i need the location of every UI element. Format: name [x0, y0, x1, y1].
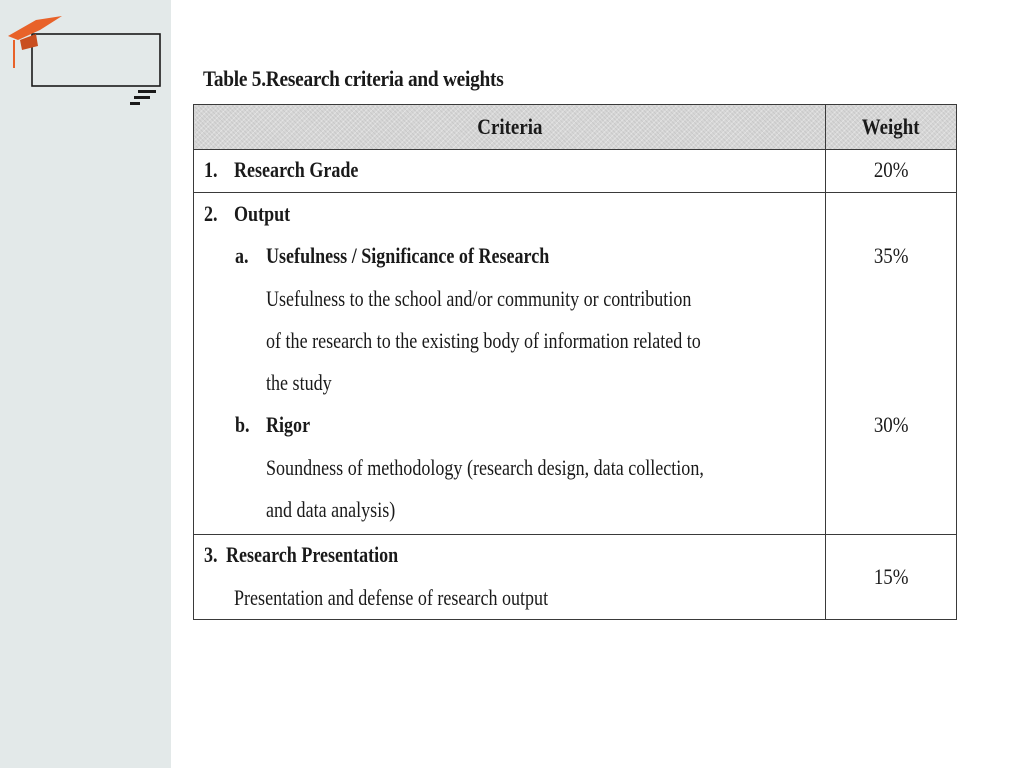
weight-value: 15%: [874, 564, 909, 589]
description-line: Presentation and defense of research output: [234, 585, 549, 610]
description-line: and data analysis): [266, 497, 396, 522]
weight-header: Weight: [826, 105, 957, 150]
criteria-header: Criteria: [194, 105, 826, 150]
side-strip: [0, 0, 171, 768]
criteria-cell: [194, 535, 826, 620]
sub-criterion-title: Rigor: [266, 412, 311, 437]
row-number: 1.: [204, 157, 218, 182]
sub-letter: b.: [235, 412, 250, 437]
table-header-row: [194, 105, 957, 150]
criteria-cell: [194, 150, 826, 193]
table-row: [194, 193, 957, 535]
row-number: 3.: [204, 542, 218, 567]
table-row: [194, 150, 957, 193]
weight-value: 20%: [874, 157, 909, 182]
table-caption: Table 5.Research criteria and weights: [203, 66, 504, 91]
description-line: Usefulness to the school and/or community or contribution: [266, 286, 692, 311]
description-line: of the research to the existing body of information related to: [266, 328, 701, 353]
criteria-cell: [194, 193, 826, 535]
weight-value: 35%: [874, 243, 909, 268]
table-row: [194, 535, 957, 620]
weight-cell: [826, 535, 957, 620]
criterion-title: Output: [234, 201, 291, 226]
description-line: Soundness of methodology (research design, data collection,: [266, 455, 704, 480]
weight-cell: [826, 193, 957, 535]
description-line: the study: [266, 370, 332, 395]
weight-value: 30%: [874, 412, 909, 437]
sub-criterion-title: Usefulness / Significance of Research: [266, 243, 550, 268]
graduation-cap-icon: [6, 14, 166, 106]
row-number: 2.: [204, 201, 218, 226]
weight-cell: [826, 150, 957, 193]
criterion-title: Research Grade: [234, 157, 359, 182]
criterion-title: Research Presentation: [226, 542, 399, 567]
sub-letter: a.: [235, 243, 249, 268]
criteria-table: [193, 104, 957, 620]
